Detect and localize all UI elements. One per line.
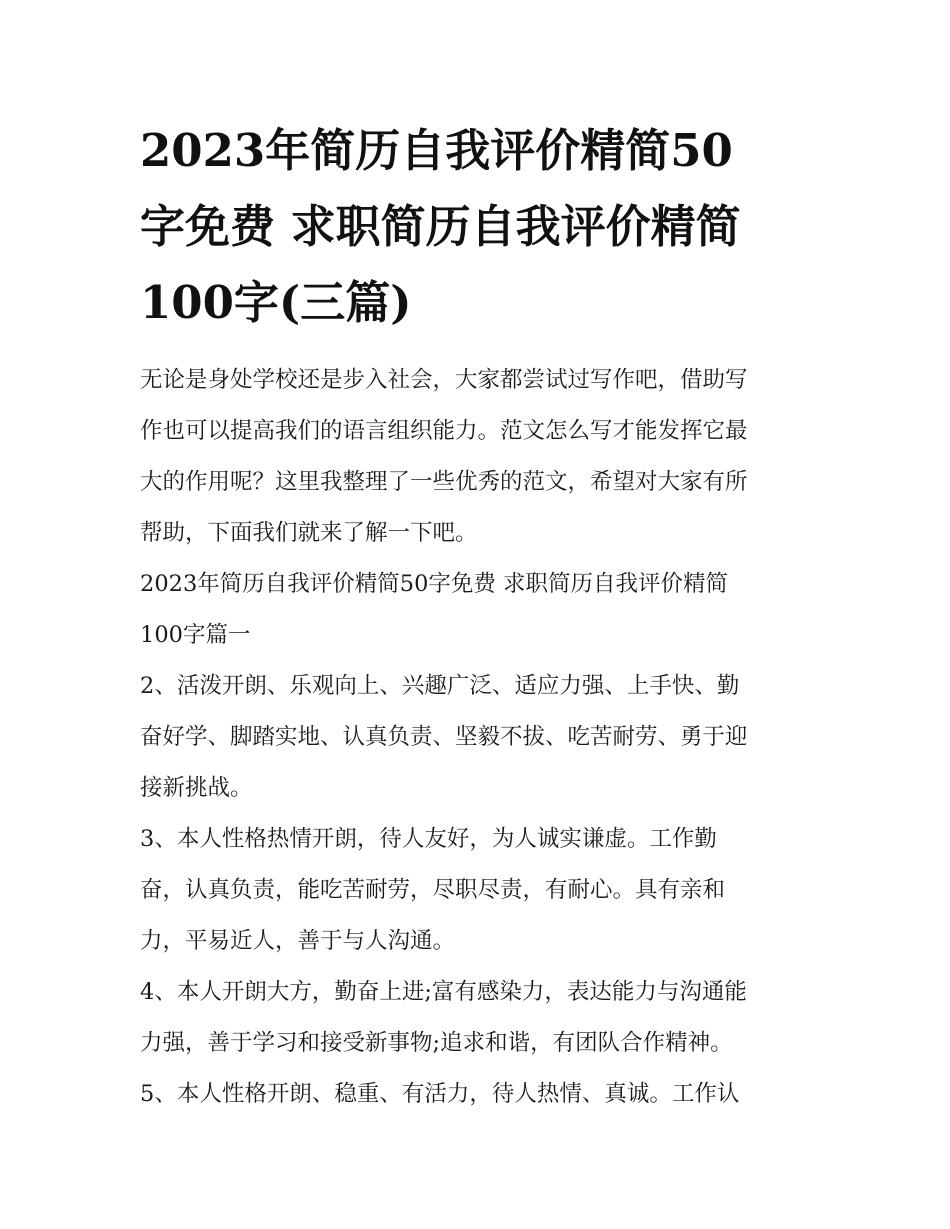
item-5-paragraph (140, 1069, 815, 1120)
text-line: 无论是身处学校还是步入社会，大家都尝试过写作吧，借助写 (140, 367, 748, 393)
text-line: 2023年简历自我评价精简50字免费 求职简历自我评价精简 (140, 571, 729, 597)
text-line: 接新挑战。 (140, 775, 253, 801)
text-line: 4、本人开朗大方，勤奋上进;富有感染力，表达能力与沟通能 (140, 979, 747, 1005)
text-line: 帮助，下面我们就来了解一下吧。 (140, 520, 478, 546)
text-line: 力强，善于学习和接受新事物;追求和谐，有团队合作精神。 (140, 1030, 733, 1056)
text-line: 奋好学、脚踏实地、认真负责、坚毅不拔、吃苦耐劳、勇于迎 (140, 724, 748, 750)
text-line: 2、活泼开朗、乐观向上、兴趣广泛、适应力强、上手快、勤 (140, 673, 740, 699)
document-title (140, 113, 815, 341)
item-3-paragraph (140, 814, 815, 967)
document-body (140, 355, 815, 1120)
text-line: 大的作用呢？这里我整理了一些优秀的范文，希望对大家有所 (140, 469, 748, 495)
item-4-paragraph (140, 967, 815, 1069)
item-2-paragraph (140, 661, 815, 814)
title-line: 100字(三篇) (140, 276, 412, 329)
text-line: 3、本人性格热情开朗，待人友好，为人诚实谦虚。工作勤 (140, 826, 717, 852)
title-line: 2023年简历自我评价精简50 (140, 124, 733, 177)
title-line: 字免费 求职简历自我评价精简 (140, 200, 741, 253)
text-line: 5、本人性格开朗、稳重、有活力，待人热情、真诚。工作认 (140, 1081, 740, 1107)
text-line: 作也可以提高我们的语言组织能力。范文怎么写才能发挥它最 (140, 418, 748, 444)
text-line: 奋，认真负责，能吃苦耐劳，尽职尽责，有耐心。具有亲和 (140, 877, 726, 903)
intro-paragraph (140, 355, 815, 559)
section-heading-paragraph (140, 559, 815, 661)
text-line: 100字篇一 (140, 622, 251, 648)
document-content (140, 113, 815, 1120)
text-line: 力，平易近人，善于与人沟通。 (140, 928, 456, 954)
